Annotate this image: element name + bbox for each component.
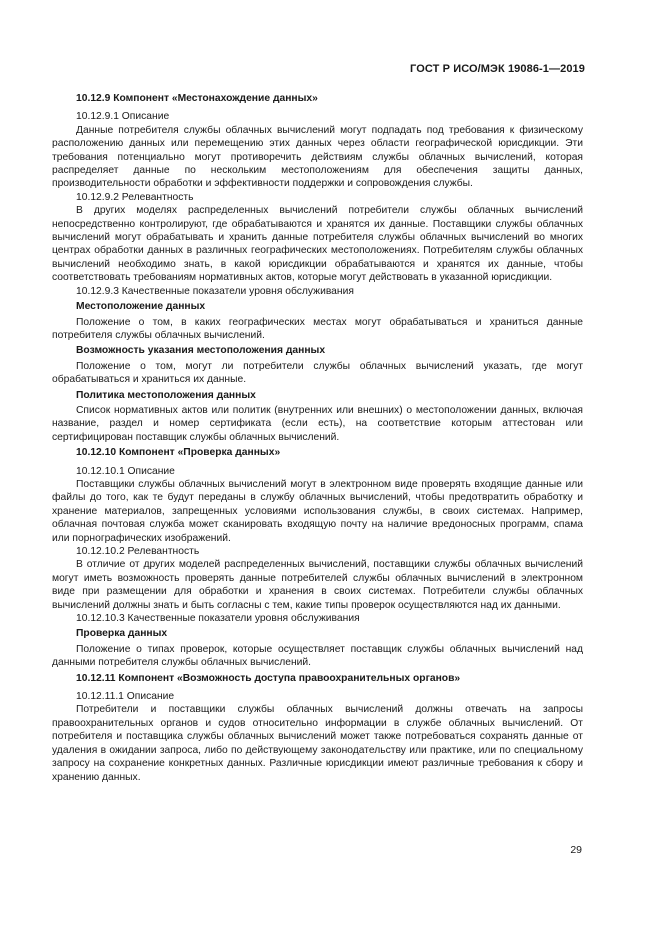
subsection-heading: 10.12.11.1 Описание	[76, 691, 175, 703]
document-body	[52, 92, 583, 784]
section-heading: 10.12.11 Компонент «Возможность доступа правоохранительных органов»	[76, 672, 461, 684]
subsection-heading: 10.12.10.1 Описание	[76, 465, 175, 477]
subsection-heading: 10.12.9.1 Описание	[76, 111, 170, 123]
paragraph: Список нормативных актов или политик (внутренних или внешних) о местоположении данных, включая название, раздел и номер сертификата (если есть), на соответствие которым аттестован или сертифицирован поставщик службы облачных вычислений.	[52, 404, 583, 443]
paragraph: Положение о том, могут ли потребители службы облачных вычислений указать, где могут обрабатываться и храниться их данные.	[52, 360, 583, 386]
subsection-heading: 10.12.9.3 Качественные показатели уровня обслуживания	[76, 285, 354, 297]
subsection-heading: 10.12.10.2 Релевантность	[76, 546, 200, 557]
subsection-heading: 10.12.9.2 Релевантность	[76, 191, 194, 203]
page-number: 29	[570, 844, 582, 856]
paragraph: Потребители и поставщики службы облачных вычислений должны отвечать на запросы правоохранительных органов и судов относительно информации в службе облачных вычислений. От потребителя и поставщика службы облачных вычислений может также потребоваться сохранять данные от удаления в ожидании запроса, либо по действующему законодательству или практике, или по специальному запросу на сохранение конкретных данных. Различные юрисдикции имеют различные требования к сбору и хранению данных.	[52, 704, 583, 783]
bold-subheading: Проверка данных	[76, 628, 168, 640]
paragraph: Положение о типах проверок, которые осуществляет поставщик службы облачных вычислений над данными потребителя службы облачных вычислений.	[52, 643, 583, 669]
bold-subheading: Местоположение данных	[76, 301, 206, 313]
bold-subheading: Политика местоположения данных	[76, 389, 256, 401]
paragraph: В отличие от других моделей распределенных вычислений, поставщики службы облачных вычислений могут иметь возможность проверять данные потребителей службы облачных вычислений в электронном виде при размещении для обработки и хранения в своих системах. Потребители службы облачных вычислений должны знать и быть согласны с тем, какие типы проверок осуществляются над их данными.	[52, 559, 583, 611]
document-header: ГОСТ Р ИСО/МЭК 19086-1—2019	[410, 63, 585, 75]
paragraph: Поставщики службы облачных вычислений могут в электронном виде проверять входящие данные или файлы до того, как те будут переданы в службу облачных вычислений, чтобы предотвратить обработку и хранение материалов, запрещенных условиями использования службы, в своих системах. Например, облачная почтовая служба может сканировать входящую почту на наличие вредоносных программ, спама или порнографических изображений.	[52, 478, 583, 544]
paragraph: В других моделях распределенных вычислений потребители службы облачных вычислений непосредственно контролируют, где обрабатываются и хранятся их данные. Поставщики службы облачных вычислений могут обрабатывать и хранить данные потребителя службы облачных вычислений во многих центрах обработки данных в различных географических местоположениях. Потребителям службы облачных вычислений необходимо знать, в какой юрисдикции обрабатываются и хранятся их данные, чтобы соответствовать требованиям нормативных актов, которые могут действовать в указанной юрисдикции.	[52, 205, 583, 284]
section-heading: 10.12.10 Компонент «Проверка данных»	[76, 447, 281, 459]
bold-subheading: Возможность указания местоположения данных	[76, 345, 326, 357]
subsection-heading: 10.12.10.3 Качественные показатели уровня обслуживания	[76, 613, 360, 625]
paragraph: Данные потребителя службы облачных вычислений могут подпадать под требования к физическому расположению данных или перемещению этих данных через области географической юрисдикции. Эти требования потенциально могут противоречить действиям службы облачных вычислений, которая распределяет данные по нескольким местоположениям для обеспечения защиты данных, производительности обработки и эффективности поддержки и сопровождения службы.	[52, 124, 583, 190]
paragraph: Положение о том, в каких географических местах могут обрабатываться и храниться данные потребителя службы облачных вычислений.	[52, 316, 583, 341]
section-heading: 10.12.9 Компонент «Местонахождение данных»	[76, 93, 318, 104]
